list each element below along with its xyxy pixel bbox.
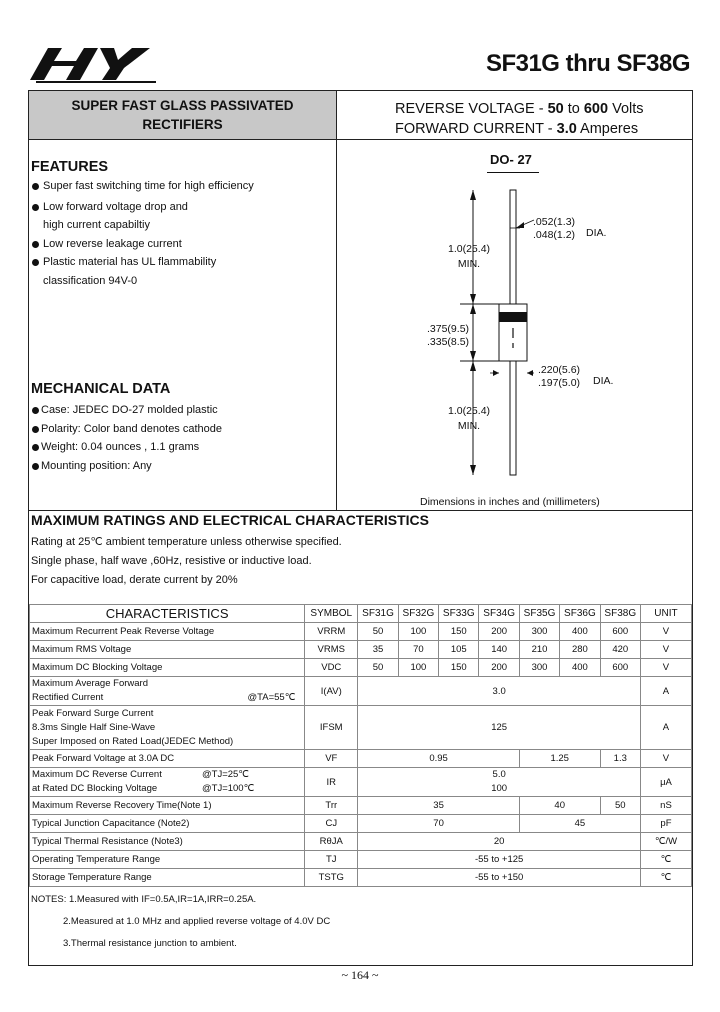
unit: Volts [608, 101, 644, 117]
cell: 600 [600, 659, 640, 677]
cell [358, 768, 641, 797]
table-row [30, 623, 692, 641]
label-line: 8.3ms Single Half Sine-Wave [32, 721, 156, 733]
row-label: Typical Thermal Resistance (Note3) [30, 833, 305, 851]
reverse-voltage-label: REVERSE VOLTAGE [395, 101, 535, 117]
row-symbol: VRRM [305, 623, 358, 641]
voltage-current-summary [395, 99, 644, 139]
package-label-underline [487, 172, 539, 173]
feature-item: Low forward voltage drop and [31, 198, 331, 217]
top-lead-length: 1.0(25.4) [448, 243, 491, 255]
condition: @TJ=25℃ [202, 769, 249, 780]
row-label [30, 768, 305, 797]
body-length-dim [427, 323, 469, 349]
header-sf32g: SF32G [398, 605, 438, 623]
forward-current-label: FORWARD CURRENT [395, 121, 544, 137]
cell: 150 [439, 623, 479, 641]
cell: 3.0 [358, 677, 641, 706]
features-list [31, 177, 331, 290]
row-unit: ℃/W [640, 833, 691, 851]
label-text: at Rated DC Blocking Voltage [32, 783, 158, 794]
header-sf36g: SF36G [560, 605, 600, 623]
header-sf34g: SF34G [479, 605, 519, 623]
dash: - [543, 121, 557, 137]
row-unit: V [640, 659, 691, 677]
reverse-voltage-line [395, 99, 644, 119]
mechanical-item: Mounting position: Any [31, 457, 331, 476]
row-label: Maximum Recurrent Peak Reverse Voltage [30, 623, 305, 641]
top-lead-length-dim [448, 242, 490, 272]
dash: - [534, 101, 548, 117]
label-line: Peak Forward Surge Current [32, 707, 154, 719]
ratings-notes [31, 533, 342, 590]
feature-item: high current capabiltiy [43, 219, 151, 231]
table-row [30, 641, 692, 659]
cell: 400 [560, 623, 600, 641]
table-row [30, 851, 692, 869]
header-unit: UNIT [640, 605, 691, 623]
row-unit: μA [640, 768, 691, 797]
cell: 20 [358, 833, 641, 851]
cell: -55 to +150 [358, 869, 641, 887]
cell: 210 [519, 641, 559, 659]
note: NOTES: 1.Measured with IF=0.5A,IR=1A,IRR=0.25A. [31, 894, 257, 905]
cell: 100 [398, 623, 438, 641]
body-diameter-max: .220(5.6) [538, 364, 581, 376]
row-unit: A [640, 706, 691, 750]
table-row [30, 706, 692, 750]
divider [29, 139, 692, 140]
row-label [30, 706, 305, 750]
divider [29, 510, 692, 511]
lead-diameter-min: .048(1.2) [533, 229, 576, 241]
product-title-line1: SUPER FAST GLASS PASSIVATED [71, 98, 294, 113]
mechanical-title: MECHANICAL DATA [31, 381, 171, 397]
row-label: Peak Forward Voltage at 3.0A DC [30, 750, 305, 768]
condition: @TA=55℃ [247, 692, 296, 703]
cell: 125 [358, 706, 641, 750]
cell: 100 [398, 659, 438, 677]
feature-item: Low reverse leakage current [31, 235, 331, 254]
bottom-lead-length: 1.0(25.4) [448, 405, 491, 417]
row-symbol: CJ [305, 815, 358, 833]
table-row [30, 750, 692, 768]
ratings-title: MAXIMUM RATINGS AND ELECTRICAL CHARACTERISTICS [31, 512, 429, 528]
row-symbol: Trr [305, 797, 358, 815]
product-title-line2: RECTIFIERS [142, 117, 223, 132]
reverse-voltage-min: 50 [547, 101, 564, 117]
row-label: Maximum DC Blocking Voltage [30, 659, 305, 677]
unit: Amperes [576, 121, 639, 137]
part-range-title: SF31G thru SF38G [485, 50, 690, 77]
row-symbol: VDC [305, 659, 358, 677]
table-row [30, 677, 692, 706]
feature-item: Super fast switching time for high efficiency [31, 177, 331, 196]
header-sf38g: SF38G [600, 605, 640, 623]
cell: 105 [439, 641, 479, 659]
ratings-line: Rating at 25℃ ambient temperature unless otherwise specified. [31, 536, 342, 548]
cell: -55 to +125 [358, 851, 641, 869]
row-unit: nS [640, 797, 691, 815]
to: to [563, 101, 584, 117]
forward-current-value: 3.0 [556, 121, 577, 137]
cell: 280 [560, 641, 600, 659]
row-symbol: IR [305, 768, 358, 797]
row-symbol: TSTG [305, 869, 358, 887]
cell: 140 [479, 641, 519, 659]
mechanical-list [31, 401, 331, 475]
row-unit: V [640, 750, 691, 768]
row-unit: pF [640, 815, 691, 833]
label-text: Maximum DC Reverse Current [32, 769, 162, 780]
lead-diameter-unit: DIA. [586, 227, 607, 239]
cell: 40 [519, 797, 600, 815]
label-line [32, 691, 302, 705]
body-diameter-unit: DIA. [593, 375, 614, 387]
table-row [30, 869, 692, 887]
row-label: Storage Temperature Range [30, 869, 305, 887]
label-line [32, 768, 302, 782]
row-symbol: VF [305, 750, 358, 768]
table-row [30, 797, 692, 815]
cell: 150 [439, 659, 479, 677]
lead-diameter-max: .052(1.3) [533, 216, 576, 228]
feature-item: classification 94V-0 [43, 274, 138, 287]
feature-item: Plastic material has UL flammability [31, 253, 331, 272]
lead-diameter-dim [533, 216, 575, 242]
characteristics-table [29, 604, 692, 887]
row-symbol: RθJA [305, 833, 358, 851]
row-unit: A [640, 677, 691, 706]
bottom-lead-min: MIN. [457, 420, 481, 432]
cell: 0.95 [358, 750, 520, 768]
cell: 300 [519, 623, 559, 641]
ratings-line: For capacitive load, derate current by 20% [31, 574, 238, 586]
body-length-min: .335(8.5) [427, 336, 470, 348]
cell-value: 100 [491, 783, 508, 794]
cell: 35 [358, 797, 520, 815]
cell: 420 [600, 641, 640, 659]
table-row [30, 815, 692, 833]
cell: 300 [519, 659, 559, 677]
note: 3.Thermal resistance junction to ambient. [63, 938, 237, 949]
ratings-line: Single phase, half wave ,60Hz, resistive or inductive load. [31, 555, 312, 567]
body-length-max: .375(9.5) [427, 323, 470, 335]
row-unit: V [640, 641, 691, 659]
condition: @TJ=100℃ [202, 783, 255, 794]
row-symbol: I(AV) [305, 677, 358, 706]
row-symbol: IFSM [305, 706, 358, 750]
cell: 200 [479, 623, 519, 641]
divider [336, 91, 337, 511]
notes [31, 894, 330, 950]
body-diameter-min: .197(5.0) [538, 377, 581, 389]
cell: 45 [519, 815, 640, 833]
table-header-row [30, 605, 692, 623]
cell: 1.3 [600, 750, 640, 768]
table-row [30, 659, 692, 677]
cell: 400 [560, 659, 600, 677]
label-line: Super Imposed on Rated Load(JEDEC Method) [32, 735, 234, 747]
cell: 50 [358, 623, 398, 641]
dimensions-caption: Dimensions in inches and (millimeters) [420, 496, 600, 508]
label-line [32, 782, 302, 796]
row-label: Typical Junction Capacitance (Note2) [30, 815, 305, 833]
header-sf35g: SF35G [519, 605, 559, 623]
cell: 70 [398, 641, 438, 659]
page-number: ~ 164 ~ [341, 968, 379, 982]
cell: 50 [358, 659, 398, 677]
table-row [30, 833, 692, 851]
row-label: Operating Temperature Range [30, 851, 305, 869]
row-unit: V [640, 623, 691, 641]
mechanical-item: Case: JEDEC DO-27 molded plastic [31, 401, 331, 420]
top-lead-min: MIN. [457, 258, 481, 270]
mechanical-item: Polarity: Color band denotes cathode [31, 420, 331, 439]
cell: 50 [600, 797, 640, 815]
header-characteristics: CHARACTERISTICS [30, 605, 305, 623]
bottom-lead-length-dim [448, 404, 490, 434]
cell: 1.25 [519, 750, 600, 768]
row-symbol: VRMS [305, 641, 358, 659]
features-title: FEATURES [31, 159, 109, 175]
cell: 35 [358, 641, 398, 659]
reverse-voltage-max: 600 [583, 101, 609, 117]
header-symbol: SYMBOL [305, 605, 358, 623]
body-diameter-dim [538, 364, 580, 390]
product-title [29, 91, 336, 139]
cell: 70 [358, 815, 520, 833]
row-unit: ℃ [640, 851, 691, 869]
table-row [30, 768, 692, 797]
header-sf31g: SF31G [358, 605, 398, 623]
row-symbol: TJ [305, 851, 358, 869]
label-text: Rectified Current [32, 692, 104, 703]
forward-current-line [395, 119, 644, 139]
note: 2.Measured at 1.0 MHz and applied reverse voltage of 4.0V DC [63, 916, 331, 927]
row-unit: ℃ [640, 869, 691, 887]
row-label: Maximum RMS Voltage [30, 641, 305, 659]
hy-logo [28, 44, 160, 84]
cell: 200 [479, 659, 519, 677]
label-line: Maximum Average Forward [32, 678, 148, 689]
cell: 600 [600, 623, 640, 641]
package-label: DO- 27 [490, 152, 532, 167]
row-label: Maximum Reverse Recovery Time(Note 1) [30, 797, 305, 815]
mechanical-item: Weight: 0.04 ounces , 1.1 grams [31, 438, 331, 457]
row-label [30, 677, 305, 706]
header-sf33g: SF33G [439, 605, 479, 623]
cell-value: 5.0 [492, 769, 506, 780]
